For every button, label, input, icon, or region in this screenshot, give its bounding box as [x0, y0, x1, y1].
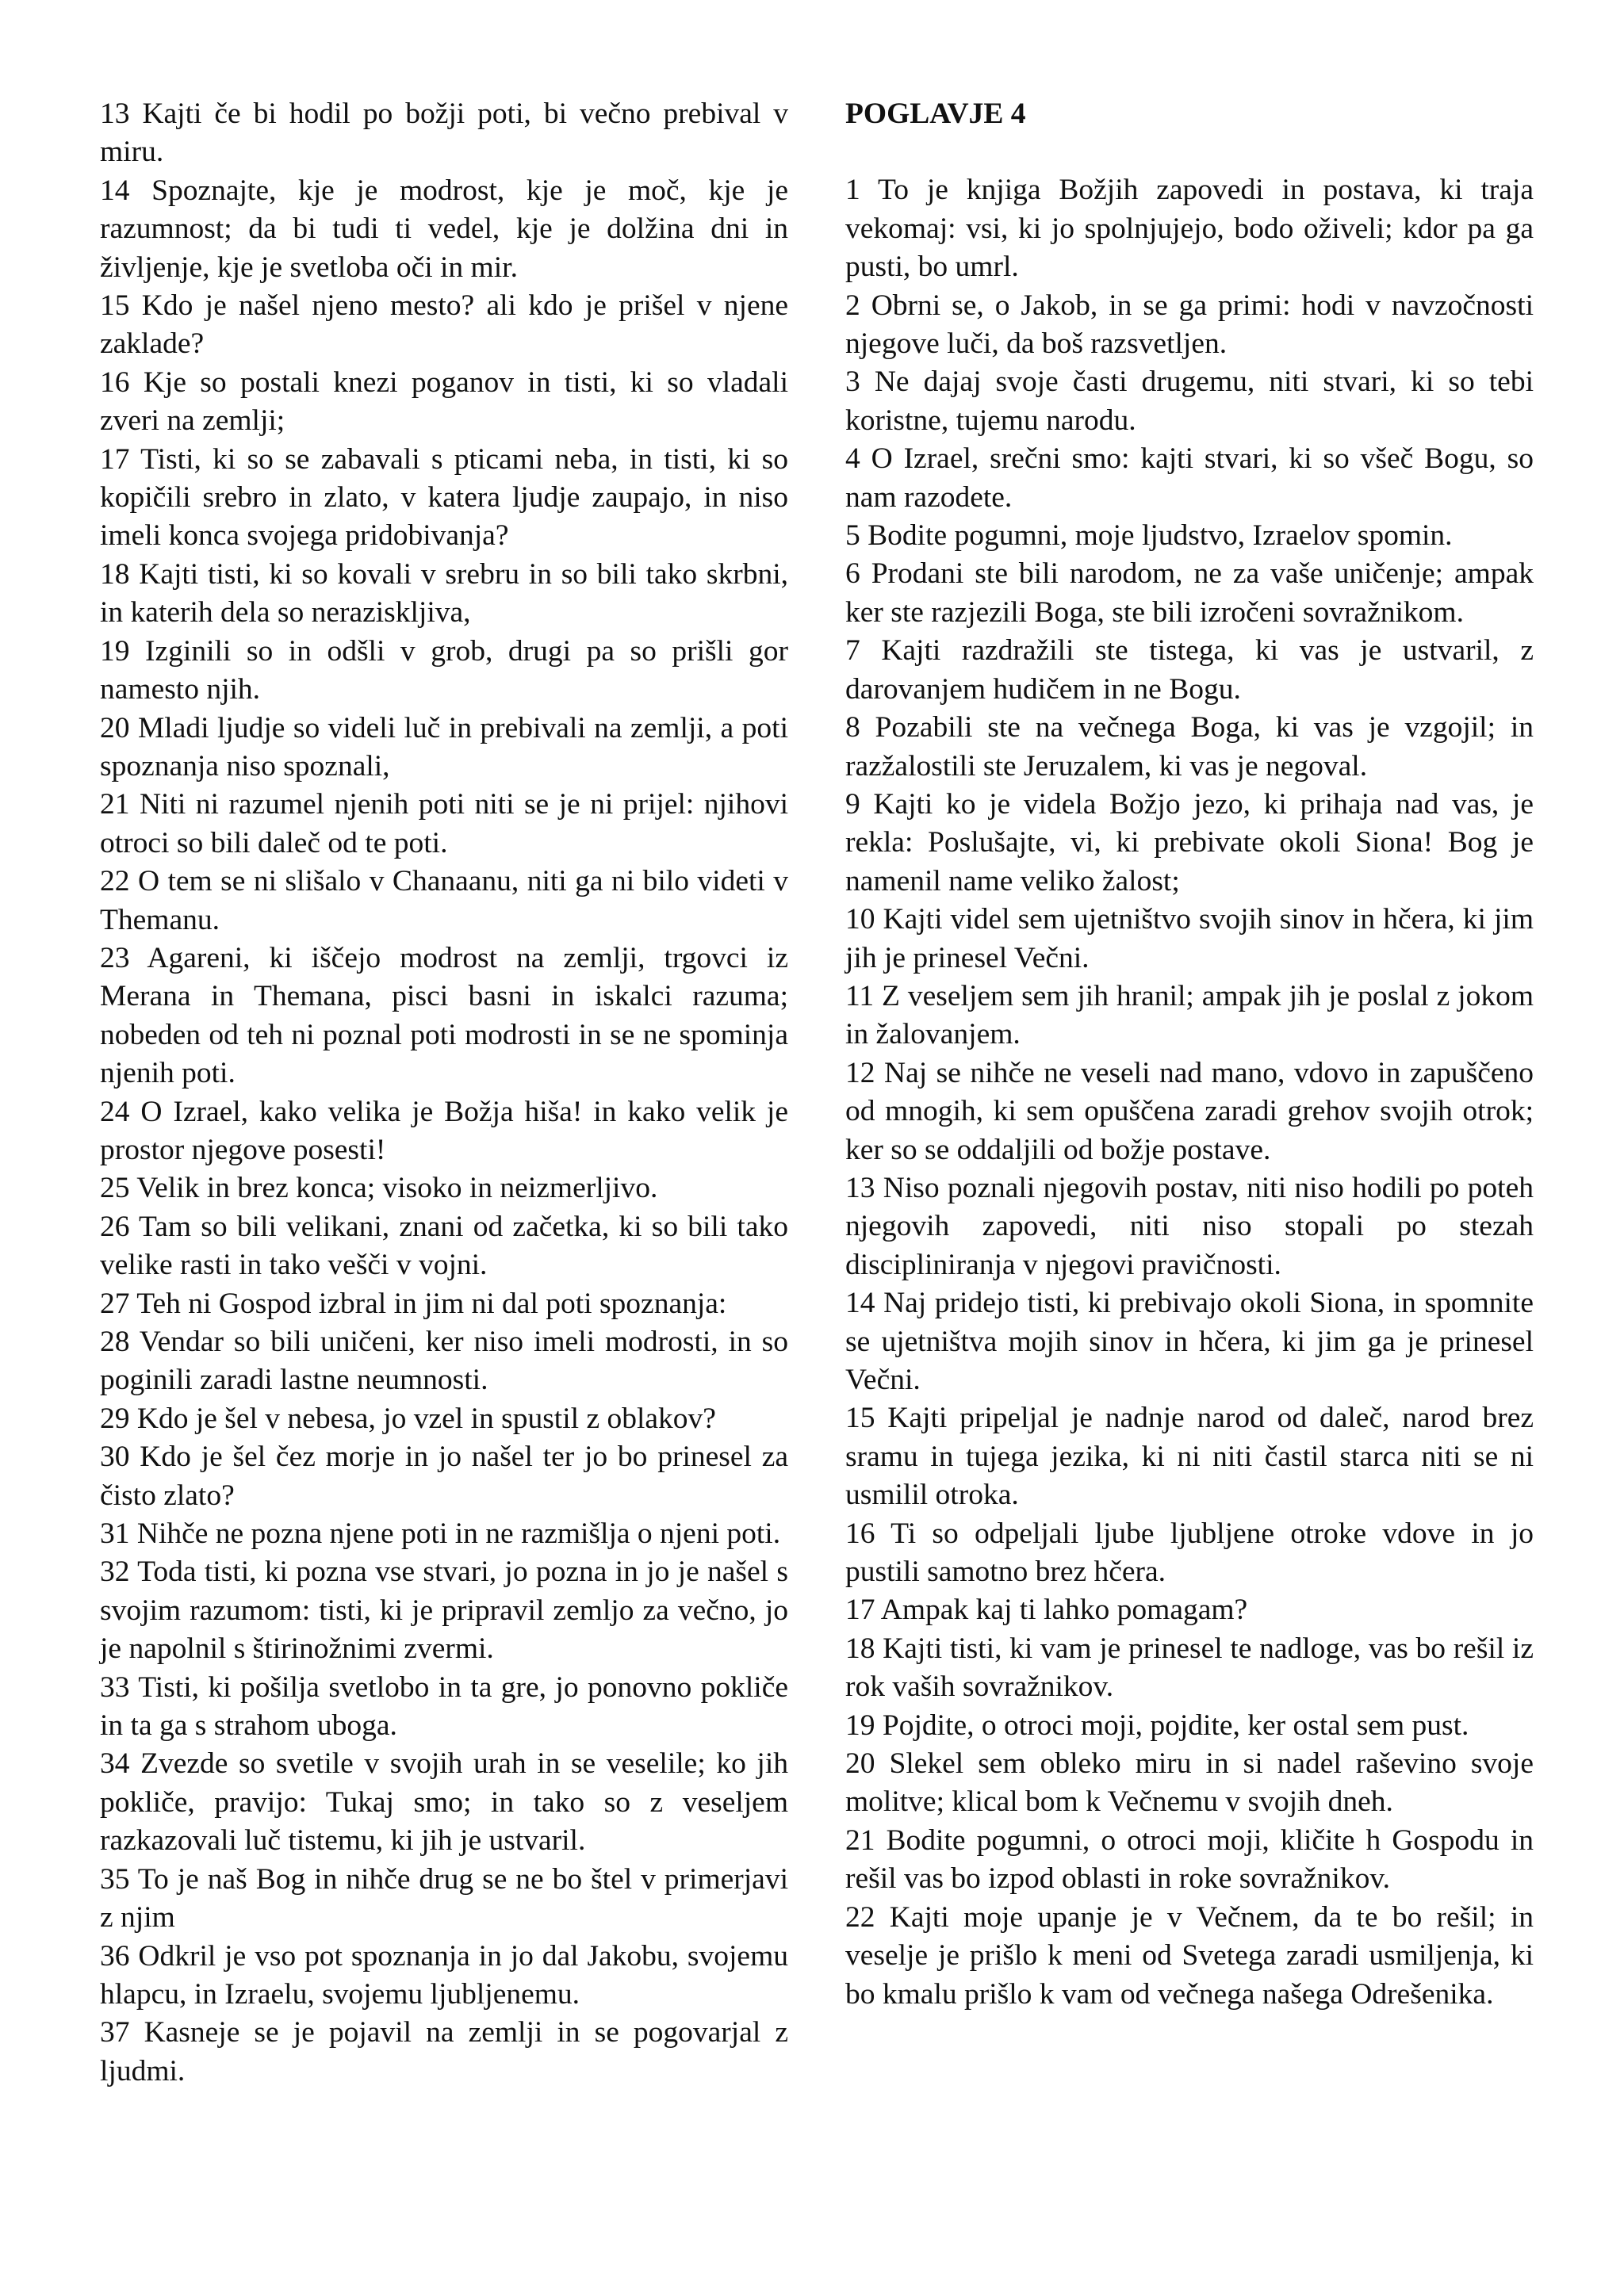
verse-28: 28 Vendar so bili uničeni, ker niso imeli modrosti, in so poginili zaradi lastne neumnosti.	[100, 1326, 788, 1397]
chapter-heading: POGLAVJE 4	[845, 98, 1026, 130]
verse-4-16: 16 Ti so odpeljali ljube ljubljene otroke vdove in jo pustili samotno brez hčera.	[845, 1517, 1534, 1589]
verse-20: 20 Mladi ljudje so videli luč in prebivali na zemlji, a poti spoznanja niso spoznali,	[100, 711, 788, 783]
verse-4-14: 14 Naj pridejo tisti, ki prebivajo okoli Siona, in spomnite se ujetništva mojih sinov in hčera, ki jim ga je prinesel Večni.	[845, 1287, 1534, 1396]
verse-23: 23 Agareni, ki iščejo modrost na zemlji, trgovci iz Merana in Themana, pisci basni in iskalci razuma; nobeden od teh ni poznal poti modrosti in se ne spominja njenih poti.	[100, 941, 788, 1090]
verse-25: 25 Velik in brez konca; visoko in neizmerljivo.	[100, 1172, 658, 1205]
verse-4-13: 13 Niso poznali njegovih postav, niti niso hodili po poteh njegovih zapovedi, niti niso stopali po stezah discipliniranja v njegovi pravičnosti.	[845, 1171, 1534, 1281]
verse-4-10: 10 Kajti videl sem ujetništvo svojih sinov in hčera, ki jim jih je prinesel Večni.	[845, 903, 1534, 974]
verse-33: 33 Tisti, ki pošilja svetlobo in ta gre, jo ponovno pokliče in ta ga s strahom uboga.	[100, 1670, 788, 1743]
verse-14: 14 Spoznajte, kje je modrost, kje je moč, kje je razumnost; da bi tudi ti vedel, kje je dolžina dni in življenje, kje je svetloba oči in mir.	[100, 174, 788, 284]
verse-4-1: 1 To je knjiga Božjih zapovedi in postava, ki traja vekomaj: vsi, ki jo spolnjujejo, bodo oživeli; kdor pa ga pusti, bo umrl.	[845, 174, 1534, 284]
verse-16: 16 Kje so postali knezi poganov in tisti, ki so vladali zveri na zemlji;	[100, 365, 788, 438]
verse-18: 18 Kajti tisti, ki so kovali v srebru in so bili tako skrbni, in katerih dela so nerazisklјiva,	[100, 557, 788, 629]
verse-4-5: 5 Bodite pogumni, moje ljudstvo, Izraelov spomin.	[845, 519, 1453, 553]
verse-4-18: 18 Kajti tisti, ki vam je prinesel te nadloge, vas bo rešil iz rok vaših sovražnikov.	[845, 1632, 1534, 1704]
verse-22: 22 O tem se ni slišalo v Chanaanu, niti ga ni bilo videti v Themanu.	[100, 865, 788, 936]
right-column	[845, 95, 1534, 2014]
verse-4-19: 19 Pojdite, o otroci moji, pojdite, ker ostal sem pust.	[845, 1709, 1469, 1742]
verse-34: 34 Zvezde so svetile v svojih urah in se veselile; ko jih pokliče, pravijo: Tukaj smo; in tako so z veseljem razkazovali luč tistemu, ki jih je ustvaril.	[100, 1747, 788, 1858]
left-column	[100, 95, 788, 2091]
verse-4-2: 2 Obrni se, o Jakob, in se ga primi: hodi v navzočnosti njegove luči, da boš razsvetljen.	[845, 289, 1534, 361]
verse-27: 27 Teh ni Gospod izbral in jim ni dal poti spoznanja:	[100, 1287, 727, 1320]
verse-4-20: 20 Slekel sem obleko miru in si nadel raševino svoje molitve; klical bom k Večnemu v svojih dneh.	[845, 1747, 1534, 1819]
verse-17: 17 Tisti, ki so se zabavali s pticami neba, in tisti, ki so kopičili srebro in zlato, v katera ljudje zaupajo, in niso imeli konca svojega pridobivanja?	[100, 442, 788, 553]
verse-4-7: 7 Kajti razdražili ste tistega, ki vas je ustvaril, z darovanjem hudičem in ne Bogu.	[845, 634, 1534, 706]
verse-4-22: 22 Kajti moje upanje je v Večnem, da te bo rešil; in veselje je prišlo k meni od Svetega zaradi usmiljenja, ki bo kmalu prišlo k vam od večnega našega Odrešenika.	[845, 1900, 1534, 2011]
verse-4-8: 8 Pozabili ste na večnega Boga, ki vas je vzgojil; in razžalostili ste Jeruzalem, ki vas je negoval.	[845, 711, 1534, 783]
verse-4-4: 4 O Izrael, srečni smo: kajti stvari, ki so všeč Bogu, so nam razodete.	[845, 442, 1534, 514]
verse-32: 32 Toda tisti, ki pozna vse stvari, jo pozna in jo je našel s svojim razumom: tisti, ki je pripravil zemljo za večno, jo je napolnil s štirinožnimi zvermi.	[100, 1556, 788, 1666]
verse-4-6: 6 Prodani ste bili narodom, ne za vaše uničenje; ampak ker ste razjezili Boga, ste bili izročeni sovražnikom.	[845, 557, 1534, 629]
verse-4-12: 12 Naj se nihče ne veseli nad mano, vdovo in zapuščeno od mnogih, ki sem opuščena zaradi grehov svojih otrok; ker so se oddaljili od božje postave.	[845, 1056, 1534, 1166]
verse-4-21: 21 Bodite pogumni, o otroci moji, kličite h Gospodu in rešil vas bo izpod oblasti in roke sovražnikov.	[845, 1823, 1534, 1896]
verse-30: 30 Kdo je šel čez morje in jo našel ter jo bo prinesel za čisto zlato?	[100, 1441, 788, 1512]
verse-24: 24 O Izrael, kako velika je Božja hiša! in kako velik je prostor njegove posesti!	[100, 1095, 788, 1166]
verse-4-15: 15 Kajti pripeljal je nadnje narod od daleč, narod brez sramu in tujega jezika, ki ni niti častil starca niti se ni usmilil otroka.	[845, 1402, 1534, 1512]
verse-26: 26 Tam so bili velikani, znani od začetka, ki so bili tako velike rasti in tako vešči v vojni.	[100, 1210, 788, 1282]
verse-4-17: 17 Ampak kaj ti lahko pomagam?	[845, 1594, 1248, 1627]
verse-36: 36 Odkril je vso pot spoznanja in jo dal Jakobu, svojemu hlapcu, in Izraelu, svojemu ljubljenemu.	[100, 1939, 788, 2011]
verse-4-3: 3 Ne dajaj svoje časti drugemu, niti stvari, ki so tebi koristne, tujemu narodu.	[845, 365, 1534, 437]
verse-4-11: 11 Z veseljem sem jih hranil; ampak jih je poslal z jokom in žalovanjem.	[845, 979, 1534, 1051]
verse-35: 35 To je naš Bog in nihče drug se ne bo štel v primerjavi z njim	[100, 1862, 788, 1934]
verse-19: 19 Izginili so in odšli v grob, drugi pa so prišli gor namesto njih.	[100, 634, 788, 706]
verse-29: 29 Kdo je šel v nebesa, jo vzel in spustil z oblakov?	[100, 1402, 716, 1435]
verse-15: 15 Kdo je našel njeno mesto? ali kdo je prišel v njene zaklade?	[100, 289, 788, 361]
verse-37: 37 Kasneje se je pojavil na zemlji in se pogovarjal z ljudmi.	[100, 2016, 788, 2087]
verse-21: 21 Niti ni razumel njenih poti niti se je ni prijel: njihovi otroci so bili daleč od te poti.	[100, 788, 788, 859]
verse-31: 31 Nihče ne pozna njene poti in ne razmišlja o njeni poti.	[100, 1517, 781, 1551]
verse-4-9: 9 Kajti ko je videla Božjo jezo, ki prihaja nad vas, je rekla: Poslušajte, vi, ki prebivate okoli Siona! Bog je namenil name veliko žalost;	[845, 787, 1534, 897]
verse-13: 13 Kajti če bi hodil po božji poti, bi večno prebival v miru.	[100, 98, 788, 169]
